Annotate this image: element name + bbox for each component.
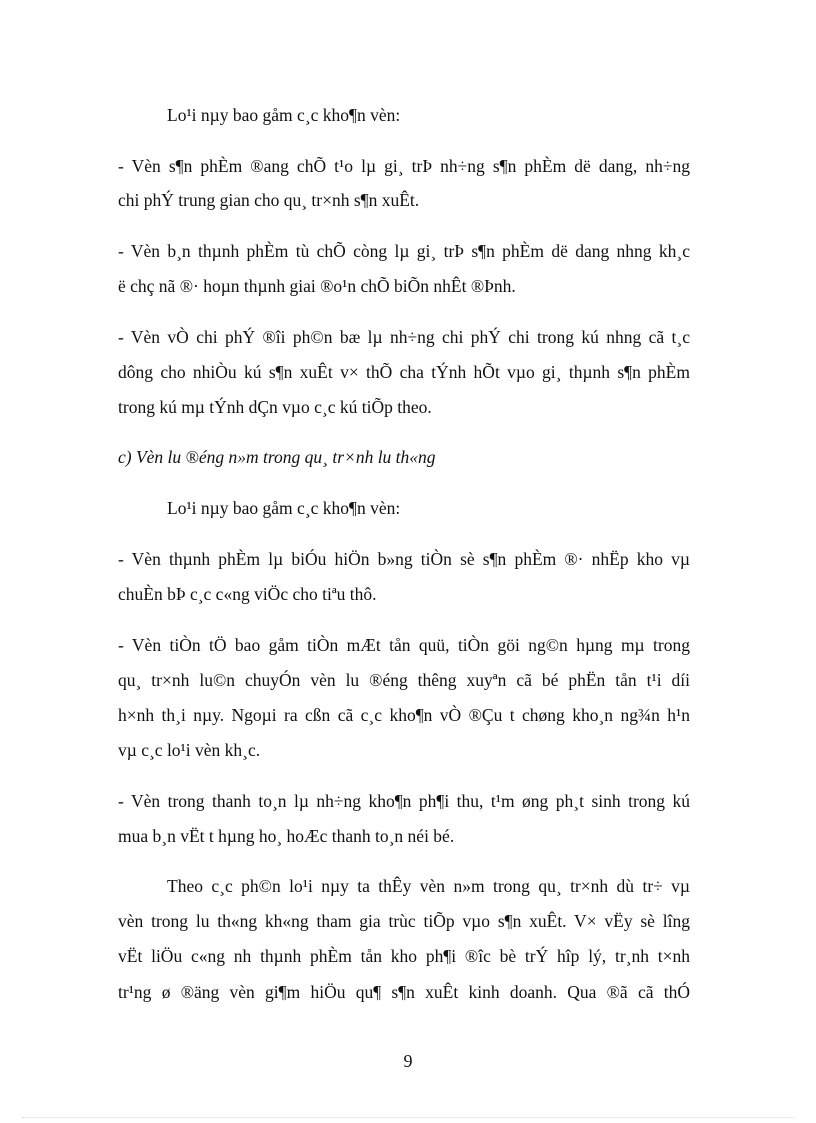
paragraph-line: - Vèn b¸n thµnh phÈm tù chÕ còng lµ gi¸ trÞ s¶n phÈm dë dang nhng kh¸c: [118, 241, 690, 261]
paragraph-line: chuÈn bÞ c¸c c«ng viÖc cho tiªu thô.: [118, 584, 377, 604]
paragraph-line: Lo¹i nµy bao gåm c¸c kho¶n vèn:: [167, 498, 401, 518]
paragraph-line: qu¸ tr×nh lu©n chuyÓn vèn lu ®éng thêng xuyªn cã bé phËn tån t¹i díi: [118, 670, 690, 690]
paragraph-line: vËt liÖu c«ng nh thµnh phÈm tån kho ph¶i ®îc bè trÝ hîp lý, tr¸nh t×nh: [118, 946, 690, 966]
paragraph-line: h×nh th¸i nµy. Ngoµi ra cßn cã c¸c kho¶n vÒ ®Çu t chøng kho¸n ng¾n h¹n: [118, 705, 690, 725]
paragraph-line: ë chç nã ®· hoµn thµnh giai ®o¹n chÕ biÕn nhÊt ®Þnh.: [118, 276, 516, 296]
paragraph-line: mua b¸n vËt t hµng ho¸ hoÆc thanh to¸n néi bé.: [118, 826, 455, 846]
paragraph-line: vµ c¸c lo¹i vèn kh¸c.: [118, 740, 261, 760]
paragraph-line: tr¹ng ø ®äng vèn gi¶m hiÖu qu¶ s¶n xuÊt kinh doanh. Qua ®ã cã thÓ: [118, 982, 690, 1002]
paragraph-line: dông cho nhiÒu kú s¶n xuÊt v× thÕ cha tÝnh hÕt vµo gi¸ thµnh s¶n phÈm: [118, 362, 690, 382]
page-bottom-divider: [22, 1117, 794, 1118]
section-heading: c) Vèn lu ®éng n»m trong qu¸ tr×nh lu th«ng: [118, 447, 436, 467]
page-number: 9: [403, 1051, 413, 1071]
paragraph-line: - Vèn s¶n phÈm ®ang chÕ t¹o lµ gi¸ trÞ nh÷ng s¶n phÈm dë dang, nh÷ng: [118, 156, 690, 176]
paragraph-line: chi phÝ trung gian cho qu¸ tr×nh s¶n xuÊt.: [118, 190, 420, 210]
paragraph-line: vèn trong lu th«ng kh«ng tham gia trùc tiÕp vµo s¶n xuÊt. V× vËy sè lîng: [118, 911, 690, 931]
paragraph-line: - Vèn trong thanh to¸n lµ nh÷ng kho¶n ph¶i thu, t¹m øng ph¸t sinh trong kú: [118, 791, 690, 811]
paragraph-line: - Vèn thµnh phÈm lµ biÓu hiÖn b»ng tiÒn sè s¶n phÈm ®· nhËp kho vµ: [118, 549, 690, 569]
paragraph-line: - Vèn tiÒn tÖ bao gåm tiÒn mÆt tån quü, tiÒn göi ng©n hµng mµ trong: [118, 635, 690, 655]
paragraph-line: Lo¹i nµy bao gåm c¸c kho¶n vèn:: [167, 105, 401, 125]
paragraph-line: - Vèn vÒ chi phÝ ®îi ph©n bæ lµ nh÷ng chi phÝ chi trong kú nhng cã t¸c: [118, 327, 690, 347]
paragraph-line: Theo c¸c ph©n lo¹i nµy ta thÊy vèn n»m trong qu¸ tr×nh dù tr÷ vµ: [167, 876, 690, 896]
paragraph-line: trong kú mµ tÝnh dÇn vµo c¸c kú tiÕp theo.: [118, 397, 432, 417]
